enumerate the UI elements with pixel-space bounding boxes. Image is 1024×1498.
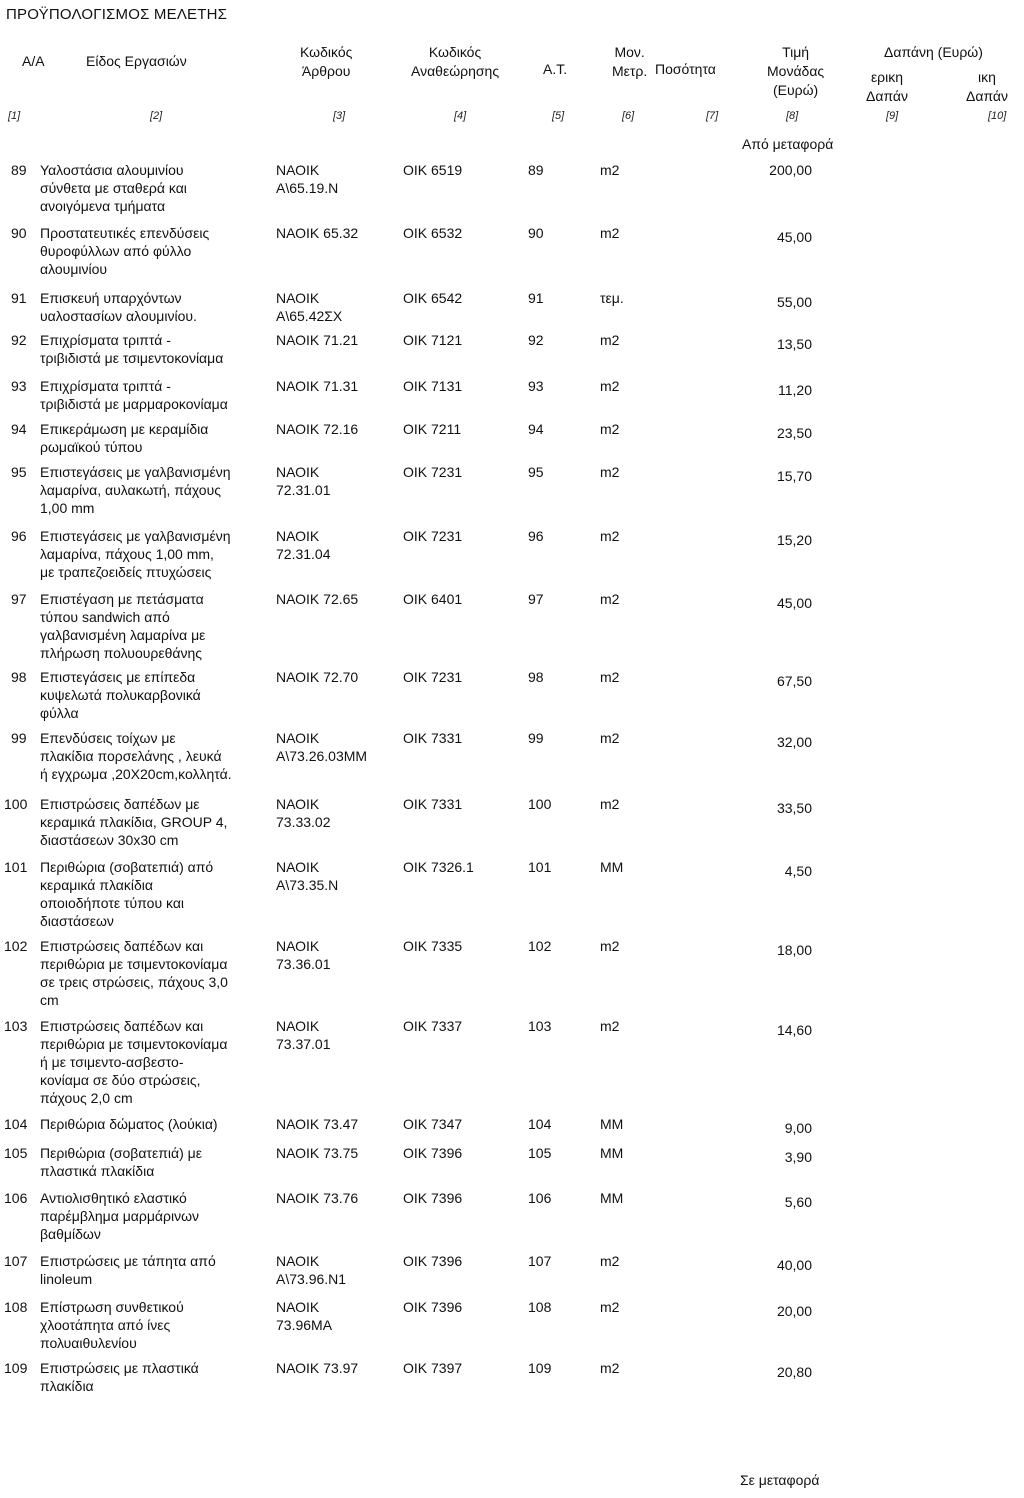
row-unit: ΜΜ [600, 1145, 624, 1161]
header-timi-line2: Μονάδας [767, 63, 825, 79]
row-description-line: παρέμβλημα μαρμάρινων [40, 1208, 200, 1224]
row-article-code-line: ΝΑΟΙΚ [276, 464, 320, 480]
row-at: 108 [528, 1299, 552, 1315]
row-description [40, 590, 205, 662]
header-eidos: Είδος Εργασιών [86, 53, 187, 69]
row-unit-price: 11,20 [778, 382, 812, 398]
row-number: 93 [11, 378, 27, 394]
row-description [40, 463, 231, 517]
row-revision-code: ΟΙΚ 7211 [403, 421, 462, 437]
page-title: ΠΡΟΫΠΟΛΟΓΙΣΜΟΣ ΜΕΛΕΤΗΣ [6, 6, 228, 23]
row-revision-code: ΟΙΚ 7396 [403, 1145, 463, 1161]
row-unit: m2 [600, 669, 620, 685]
row-number: 97 [11, 591, 27, 607]
row-description-line: ή εγχρωμα ,20Χ20cm,κολλητά. [40, 766, 232, 782]
row-description [40, 1298, 184, 1352]
row-article-code-line: 72.31.04 [276, 546, 331, 562]
row-article-code [276, 331, 358, 349]
row-description [40, 1144, 202, 1180]
header-dapani: Δαπάνη (Ευρώ) [884, 44, 983, 60]
row-article-code [276, 668, 358, 686]
row-at: 102 [528, 938, 552, 954]
row-description-line: διαστάσεων 30x30 cm [40, 832, 179, 848]
header-aa: Α/Α [22, 53, 45, 69]
row-at: 100 [528, 796, 552, 812]
row-description-line: χλοοτάπητα από ίνες [40, 1317, 171, 1333]
row-description-line: Περιθώρια δώματος (λούκια) [40, 1116, 218, 1132]
row-description-line: Επιστεγάσεις με γαλβανισμένη [40, 464, 231, 480]
header-dapani-olikh-line1: ικη [978, 69, 996, 85]
row-description [40, 795, 227, 849]
row-description-line: πλακίδια πορσελάνης , λευκά [40, 748, 222, 764]
col-index-1: [1] [8, 110, 21, 122]
header-kodikos-anath-line1: Κωδικός [428, 44, 482, 60]
row-description-line: Υαλοστάσια αλουμινίου [40, 162, 184, 178]
col-index-9: [9] [886, 110, 899, 122]
row-number: 92 [11, 332, 27, 348]
row-description-line: τριβιδιστά με τσιμεντοκονίαμα [40, 350, 224, 366]
col-index-5: [5] [552, 110, 565, 122]
row-description [40, 937, 228, 1009]
row-description-line: Επιχρίσματα τριπτά - [40, 332, 171, 348]
row-unit-price: 55,00 [776, 294, 812, 310]
row-revision-code: ΟΙΚ 6542 [403, 290, 463, 306]
header-dapani-merikh-line2: Δαπάν [866, 88, 908, 104]
row-unit: m2 [600, 938, 620, 954]
row-article-code-line: 72.31.01 [276, 482, 331, 498]
row-description-line: λαμαρίνα, πάχους 1,00 mm, [40, 546, 214, 562]
row-unit: τεμ. [600, 290, 624, 306]
header-dapani-olikh-line2: Δαπάν [966, 88, 1008, 104]
row-unit: m2 [600, 1299, 620, 1315]
row-article-code [276, 161, 338, 197]
row-number: 94 [11, 421, 27, 437]
row-revision-code: ΟΙΚ 7331 [403, 796, 463, 812]
header-posotita: Ποσότητα [655, 61, 716, 77]
col-index-7: [7] [706, 110, 719, 122]
row-article-code-line: 73.37.01 [276, 1036, 331, 1052]
header-dapani-merikh-line1: ερικη [870, 69, 904, 85]
row-number: 89 [11, 162, 27, 178]
row-unit: m2 [600, 591, 620, 607]
row-revision-code: ΟΙΚ 7397 [403, 1360, 463, 1376]
row-article-code-line: ΝΑΟΙΚ 73.76 [276, 1190, 359, 1206]
row-unit: m2 [600, 1018, 620, 1034]
row-description-line: οποιοδήποτε τύπου και [40, 895, 185, 911]
row-unit-price: 14,60 [776, 1022, 812, 1038]
row-unit-price: 15,20 [776, 532, 812, 548]
row-description-line: linoleum [40, 1271, 93, 1287]
row-description-line: τριβιδιστά με μαρμαροκονίαμα [40, 396, 228, 412]
row-at: 96 [528, 528, 544, 544]
row-description-line: ρωμαϊκού τύπου [40, 439, 143, 455]
row-article-code [276, 1144, 358, 1162]
row-number: 105 [4, 1145, 28, 1161]
row-article-code [276, 224, 358, 242]
row-description-line: πολυαιθυλενίου [40, 1335, 137, 1351]
row-unit: m2 [600, 730, 620, 746]
row-article-code [276, 377, 358, 395]
row-at: 94 [528, 421, 544, 437]
row-unit-price: 3,90 [784, 1149, 812, 1165]
row-unit-price: 4,50 [784, 863, 812, 879]
row-unit-price: 40,00 [776, 1257, 812, 1273]
row-unit: m2 [600, 421, 620, 437]
row-unit: ΜΜ [600, 1116, 624, 1132]
row-description-line: αλουμινίου [40, 261, 108, 277]
row-article-code-line: ΝΑΟΙΚ [276, 290, 320, 306]
row-description-line: Επιστέγαση με πετάσματα [40, 591, 204, 607]
row-description [40, 1017, 227, 1107]
row-article-code [276, 590, 358, 608]
row-revision-code: ΟΙΚ 7231 [403, 464, 463, 480]
row-description [40, 668, 201, 722]
row-unit-price: 33,50 [776, 800, 812, 816]
row-article-code-line: Α\73.96.Ν1 [276, 1271, 347, 1287]
row-description-line: Περιθώρια (σοβατεπιά) από [40, 859, 214, 875]
row-description [40, 1189, 199, 1243]
row-article-code-line: ΝΑΟΙΚ [276, 1299, 320, 1315]
row-unit: m2 [600, 464, 620, 480]
row-unit: ΜΜ [600, 1190, 624, 1206]
row-description-line: τύπου sandwich από [40, 609, 170, 625]
row-description-line: σύνθετα με σταθερά και [40, 180, 187, 196]
row-unit: m2 [600, 162, 620, 178]
row-description-line: θυροφύλλων από φύλλο [40, 243, 192, 259]
row-at: 103 [528, 1018, 552, 1034]
header-kodikos-anath-line2: Αναθεώρησης [411, 63, 500, 79]
col-index-2: [2] [150, 110, 163, 122]
row-description [40, 289, 197, 325]
row-revision-code: ΟΙΚ 7121 [403, 332, 463, 348]
row-description [40, 858, 213, 930]
row-description [40, 224, 209, 278]
row-article-code-line: Α\73.35.Ν [276, 877, 339, 893]
row-revision-code: ΟΙΚ 7347 [403, 1116, 463, 1132]
row-description [40, 527, 231, 581]
row-at: 92 [528, 332, 544, 348]
row-article-code [276, 729, 367, 765]
row-description [40, 1359, 199, 1395]
row-unit-price: 23,50 [776, 425, 812, 441]
row-at: 93 [528, 378, 544, 394]
row-description-line: Επιστεγάσεις με γαλβανισμένη [40, 528, 231, 544]
row-number: 108 [4, 1299, 28, 1315]
row-unit-price: 32,00 [776, 734, 812, 750]
row-article-code-line: ΝΑΟΙΚ 72.70 [276, 669, 359, 685]
row-article-code [276, 1189, 358, 1207]
row-description [40, 161, 187, 215]
row-article-code [276, 858, 338, 894]
row-description-line: με τραπεζοειδείς πτυχώσεις [40, 564, 212, 580]
row-description-line: cm [40, 992, 59, 1008]
row-description-line: Επιστρώσεις με πλαστικά [40, 1360, 199, 1376]
row-unit-price: 67,50 [776, 673, 812, 689]
row-at: 101 [528, 859, 552, 875]
row-description-line: Επισκευή υπαρχόντων [40, 290, 182, 306]
row-article-code-line: ΝΑΟΙΚ [276, 859, 320, 875]
row-at: 89 [528, 162, 544, 178]
row-revision-code: ΟΙΚ 7231 [403, 528, 463, 544]
row-number: 104 [4, 1116, 28, 1132]
row-unit-price: 45,00 [776, 595, 812, 611]
row-article-code-line: ΝΑΟΙΚ 72.16 [276, 421, 359, 437]
row-description-line: διαστάσεων [40, 913, 114, 929]
header-timi-line3: (Ευρώ) [772, 82, 819, 98]
row-article-code [276, 1017, 331, 1053]
row-at: 97 [528, 591, 544, 607]
row-article-code-line: ΝΑΟΙΚ [276, 528, 320, 544]
header-at: Α.Τ. [543, 61, 568, 77]
row-description-line: σε τρεις στρώσεις, πάχους 3,0 [40, 974, 228, 990]
row-unit-price: 45,00 [776, 229, 812, 245]
row-description-line: κονίαμα σε δύο στρώσεις, [40, 1072, 201, 1088]
row-unit: m2 [600, 1253, 620, 1269]
row-description-line: Επενδύσεις τοίχων με [40, 730, 176, 746]
row-article-code [276, 937, 331, 973]
row-description-line: πλαστικά πλακίδια [40, 1163, 155, 1179]
row-unit: m2 [600, 796, 620, 812]
row-article-code-line: 73.96ΜΑ [276, 1317, 333, 1333]
row-article-code-line: ΝΑΟΙΚ [276, 162, 320, 178]
row-description [40, 1252, 216, 1288]
row-article-code [276, 289, 342, 325]
header-mon-line2: Μετρ. [612, 63, 648, 79]
row-at: 106 [528, 1190, 552, 1206]
row-number: 101 [4, 859, 28, 875]
row-at: 104 [528, 1116, 552, 1132]
row-at: 99 [528, 730, 544, 746]
row-article-code [276, 1359, 358, 1377]
row-unit-price: 13,50 [776, 336, 812, 352]
row-description-line: Επιχρίσματα τριπτά - [40, 378, 171, 394]
row-description [40, 331, 223, 367]
row-article-code-line: ΝΑΟΙΚ [276, 938, 320, 954]
row-description-line: πλακίδια [40, 1378, 94, 1394]
row-revision-code: ΟΙΚ 7326.1 [403, 859, 474, 875]
row-description-line: φύλλα [40, 705, 79, 721]
row-description-line: κυψελωτά πολυκαρβονικά [40, 687, 201, 703]
row-number: 102 [4, 938, 28, 954]
row-article-code-line: ΝΑΟΙΚ 73.47 [276, 1116, 359, 1132]
row-description-line: υαλοστασίων αλουμινίου. [40, 308, 197, 324]
col-index-8: [8] [786, 110, 799, 122]
col-index-4: [4] [454, 110, 467, 122]
row-unit: ΜΜ [600, 859, 624, 875]
row-article-code-line: Α\65.42ΣΧ [276, 308, 343, 324]
row-article-code-line: ΝΑΟΙΚ [276, 1018, 320, 1034]
row-article-code [276, 1115, 358, 1133]
row-description-line: Προστατευτικές επενδύσεις [40, 225, 210, 241]
row-revision-code: ΟΙΚ 7396 [403, 1299, 463, 1315]
row-description [40, 1115, 218, 1133]
row-description-line: Επιστρώσεις με τάπητα από [40, 1253, 216, 1269]
row-unit: m2 [600, 1360, 620, 1376]
row-article-code-line: ΝΑΟΙΚ 73.97 [276, 1360, 359, 1376]
col-index-6: [6] [622, 110, 635, 122]
row-unit-price: 18,00 [776, 942, 812, 958]
row-description [40, 420, 208, 456]
row-description-line: βαθμίδων [40, 1226, 101, 1242]
row-at: 91 [528, 290, 544, 306]
row-article-code [276, 1252, 346, 1288]
row-description-line: Επιστρώσεις δαπέδων και [40, 1018, 204, 1034]
row-number: 96 [11, 528, 27, 544]
row-revision-code: ΟΙΚ 6401 [403, 591, 463, 607]
header-kodikos-arthrou-line1: Κωδικός [300, 44, 353, 60]
row-unit: m2 [600, 332, 620, 348]
row-number: 90 [11, 225, 27, 241]
row-description-line: πάχους 2,0 cm [40, 1090, 133, 1106]
row-number: 100 [4, 796, 28, 812]
row-unit: m2 [600, 378, 620, 394]
header-kodikos-arthrou [300, 43, 352, 81]
row-description-line: ή με τσιμεντο-ασβεστο- [40, 1054, 184, 1070]
row-at: 90 [528, 225, 544, 241]
row-number: 109 [4, 1360, 28, 1376]
row-article-code [276, 527, 331, 563]
row-description-line: Επιστρώσεις δαπέδων και [40, 938, 204, 954]
row-article-code-line: ΝΑΟΙΚ [276, 796, 320, 812]
row-description-line: 1,00 mm [40, 500, 95, 516]
carried-from-label: Από μεταφορά [742, 136, 834, 152]
row-number: 91 [11, 290, 27, 306]
row-unit-price: 20,80 [776, 1364, 812, 1380]
row-article-code [276, 420, 358, 438]
row-unit: m2 [600, 225, 620, 241]
row-description-line: περιθώρια με τσιμεντοκονίαμα [40, 956, 228, 972]
row-description-line: Αντιολισθητικό ελαστικό [40, 1190, 187, 1206]
row-unit-price: 20,00 [776, 1303, 812, 1319]
row-article-code-line: ΝΑΟΙΚ [276, 730, 320, 746]
header-kodikos-arthrou-line2: Άρθρου [301, 63, 351, 79]
row-article-code [276, 1298, 332, 1334]
row-article-code-line: ΝΑΟΙΚ 71.21 [276, 332, 359, 348]
row-at: 98 [528, 669, 544, 685]
row-at: 107 [528, 1253, 552, 1269]
row-at: 95 [528, 464, 544, 480]
row-number: 103 [4, 1018, 28, 1034]
row-article-code [276, 463, 331, 499]
row-article-code-line: Α\73.26.03ΜΜ [276, 748, 368, 764]
row-description-line: κεραμικά πλακίδια [40, 877, 153, 893]
row-article-code [276, 795, 331, 831]
row-revision-code: ΟΙΚ 7331 [403, 730, 463, 746]
row-article-code-line: 73.36.01 [276, 956, 331, 972]
row-unit-price: 15,70 [776, 468, 812, 484]
row-article-code-line: ΝΑΟΙΚ 73.75 [276, 1145, 359, 1161]
col-index-10: [10] [988, 110, 1007, 122]
row-description-line: περιθώρια με τσιμεντοκονίαμα [40, 1036, 228, 1052]
row-article-code-line: Α\65.19.Ν [276, 180, 339, 196]
row-article-code-line: ΝΑΟΙΚ 72.65 [276, 591, 359, 607]
row-revision-code: ΟΙΚ 7396 [403, 1253, 463, 1269]
row-description-line: Επικεράμωση με κεραμίδια [40, 421, 209, 437]
row-revision-code: ΟΙΚ 7335 [403, 938, 463, 954]
row-at: 109 [528, 1360, 552, 1376]
col-index-3: [3] [333, 110, 346, 122]
header-timi-line1: Τιμή [782, 44, 810, 60]
row-description-line: ανοιγόμενα τμήματα [40, 198, 166, 214]
row-number: 98 [11, 669, 27, 685]
row-description-line: γαλβανισμένη λαμαρίνα με [40, 627, 206, 643]
row-number: 99 [11, 730, 27, 746]
row-revision-code: ΟΙΚ 6519 [403, 162, 463, 178]
row-article-code-line: 73.33.02 [276, 814, 331, 830]
header-mon-line1: Μον. [614, 44, 645, 60]
row-article-code-line: ΝΑΟΙΚ 65.32 [276, 225, 359, 241]
header-kodikos-anatheorisis [411, 43, 499, 81]
header-timi-monadas [767, 43, 824, 100]
row-number: 95 [11, 464, 27, 480]
row-revision-code: ΟΙΚ 7231 [403, 669, 463, 685]
header-dapani-olikh [966, 68, 1008, 106]
header-dapani-merikh [866, 68, 908, 106]
row-revision-code: ΟΙΚ 6532 [403, 225, 463, 241]
row-number: 106 [4, 1190, 28, 1206]
header-monada-metrisis [612, 43, 647, 81]
row-unit: m2 [600, 528, 620, 544]
row-revision-code: ΟΙΚ 7131 [403, 378, 463, 394]
row-at: 105 [528, 1145, 552, 1161]
row-article-code-line: ΝΑΟΙΚ 71.31 [276, 378, 359, 394]
row-revision-code: ΟΙΚ 7396 [403, 1190, 463, 1206]
row-description-line: Επιστρώσεις δαπέδων με [40, 796, 200, 812]
row-revision-code: ΟΙΚ 7337 [403, 1018, 463, 1034]
row-unit-price: 9,00 [784, 1120, 812, 1136]
row-description [40, 377, 228, 413]
row-description-line: Επίστρωση συνθετικού [40, 1299, 184, 1315]
row-number: 107 [4, 1253, 28, 1269]
row-description [40, 729, 232, 783]
row-unit-price: 200,00 [769, 162, 812, 178]
row-description-line: Περιθώρια (σοβατεπιά) με [40, 1145, 202, 1161]
row-description-line: Επιστεγάσεις με επίπεδα [40, 669, 196, 685]
row-description-line: λαμαρίνα, αυλακωτή, πάχους [40, 482, 221, 498]
row-unit-price: 5,60 [784, 1194, 812, 1210]
row-description-line: κεραμικά πλακίδια, GROUP 4, [40, 814, 228, 830]
row-article-code-line: ΝΑΟΙΚ [276, 1253, 320, 1269]
carry-to-label: Σε μεταφορά [740, 1472, 820, 1488]
row-description-line: πλήρωση πολυουρεθάνης [40, 645, 203, 661]
